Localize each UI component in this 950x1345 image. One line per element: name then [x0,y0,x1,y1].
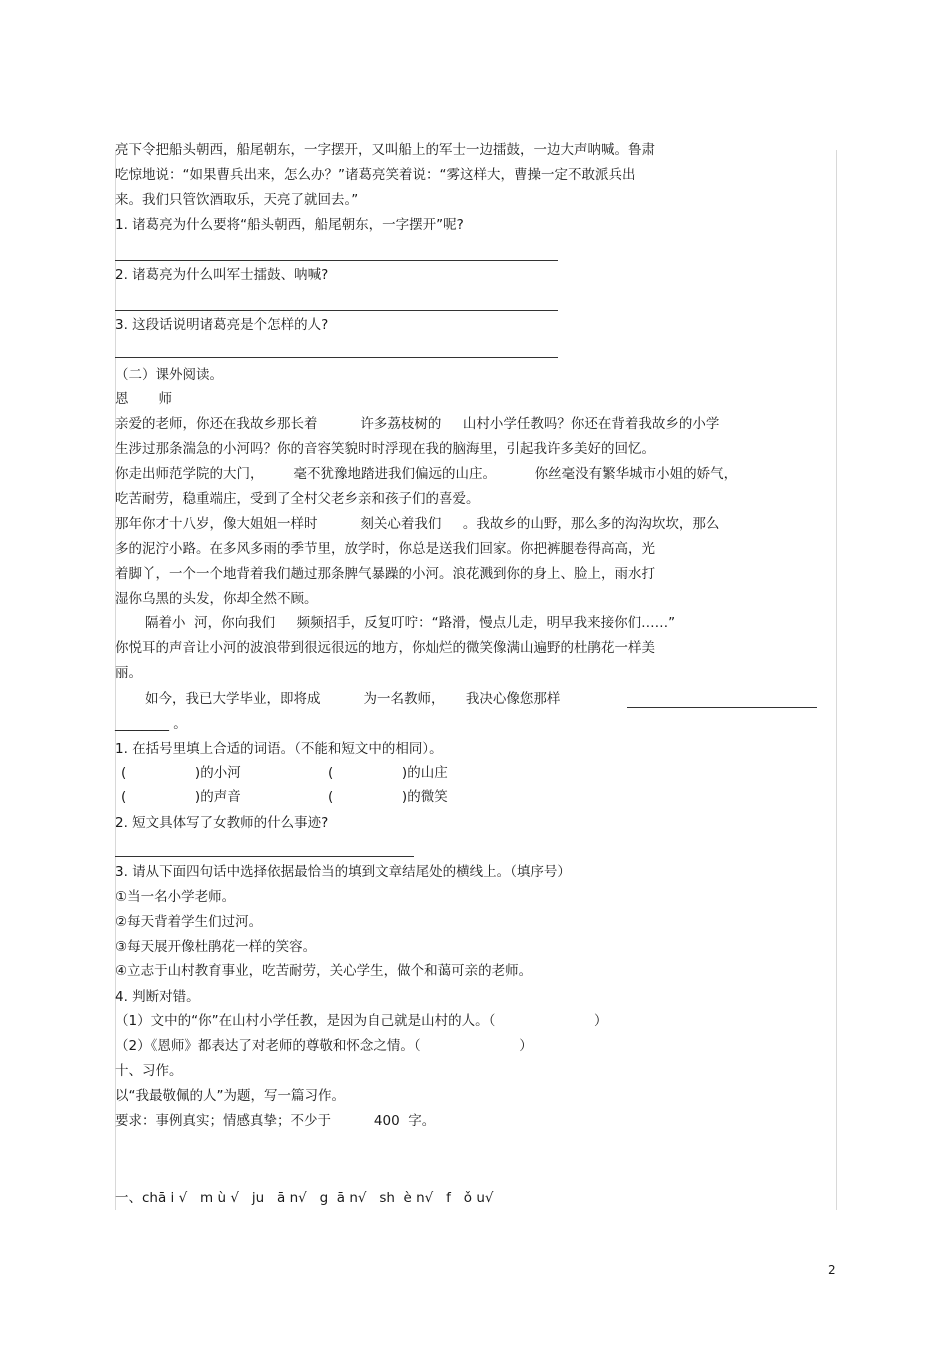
answer-line-1[interactable] [115,260,558,261]
fill-blank-line[interactable] [627,707,817,708]
story-line: 多的泥泞小路。在多风多雨的季节里，放学时，你总是送我们回家。你把裤腿卷得高高，光 [115,541,655,557]
story-title: 恩 师 [115,391,173,407]
question-3: 3. 请从下面四句话中选择依据最恰当的填到文章结尾处的横线上。（填序号） [115,864,571,880]
story-line: 生涉过那条湍急的小河吗？你的音容笑貌时时浮现在我的脑海里，引起我许多美好的回忆。 [115,441,655,457]
option: ④立志于山村教育事业，吃苦耐劳，关心学生，做个和蔼可亲的老师。 [115,963,533,979]
answer-line-3[interactable] [115,357,558,358]
question-1: 1. 诸葛亮为什么要将“船头朝西，船尾朝东，一字摆开”呢? [115,217,464,233]
story-line: 湿你乌黑的头发，你却全然不顾。 [115,591,318,607]
story-line: 如今，我已大学毕业，即将成 为一名教师， 我决心像您那样 [115,691,561,707]
passage-line: 吃惊地说：“如果曹兵出来，怎么办？”诸葛亮笑着说：“雾这样大，曹操一定不敢派兵出 [115,167,636,183]
story-line: ________ 。 [115,716,187,732]
story-line: 亲爱的老师，你还在我故乡那长着 许多荔枝树的 山村小学任教吗？你还在背着我故乡的小学 [115,416,720,432]
story-line: 吃苦耐劳，稳重端庄，受到了全村父老乡亲和孩子们的喜爱。 [115,491,480,507]
passage-line: 亮下令把船头朝西，船尾朝东，一字摆开，又叫船上的军士一边擂鼓，一边大声呐喊。鲁肃 [115,142,655,158]
answer-key-line: 一、chā i √ m ù √ ju ā n√ g ā n√ sh è n√ f ǒ u√ [115,1190,494,1206]
fill-item[interactable]: ( )的微笑 [328,789,448,805]
answer-line[interactable] [115,856,414,857]
section-heading: （二）课外阅读。 [115,367,223,383]
question-1: 1. 在括号里填上合适的词语。（不能和短文中的相同）。 [115,741,443,757]
passage-line: 来。我们只管饮酒取乐，天亮了就回去。” [115,192,359,208]
question-2: 2. 短文具体写了女教师的什么事迹? [115,815,329,831]
fill-item[interactable]: ( )的山庄 [328,765,448,781]
story-line: 你悦耳的声音让小河的波浪带到很远很远的地方，你灿烂的微笑像满山遍野的杜鹃花一样美 [115,640,655,656]
answer-line-2[interactable] [115,310,558,311]
option: ②每天背着学生们过河。 [115,914,263,930]
page-number: 2 [828,1263,836,1277]
story-line: 那年你才十八岁，像大姐姐一样时 刻关心着我们 。我故乡的山野，那么多的沟沟坎坎，那么 [115,516,720,532]
question-4: 4. 判断对错。 [115,989,200,1005]
judge-item[interactable]: （2）《恩师》都表达了对老师的尊敬和怀念之情。（ ） [115,1038,533,1054]
frame-right-line [836,150,837,1210]
question-3: 3. 这段话说明诸葛亮是个怎样的人? [115,317,329,333]
composition-prompt: 以“我最敬佩的人”为题，写一篇习作。 [115,1088,345,1104]
story-line: 丽。 [115,665,142,681]
fill-item[interactable]: ( )的小河 [121,765,241,781]
judge-item[interactable]: （1）文中的“你”在山村小学任教，是因为自己就是山村的人。（ ） [115,1013,608,1029]
story-line: 着脚丫，一个一个地背着我们趟过那条脾气暴躁的小河。浪花溅到你的身上、脸上，雨水打 [115,566,655,582]
composition-heading: 十、习作。 [115,1063,183,1079]
story-line: 隔着小 河，你向我们 频频招手，反复叮咛：“路滑，慢点儿走，明早我来接你们……” [115,615,676,631]
option: ①当一名小学老师。 [115,889,236,905]
fill-item[interactable]: ( )的声音 [121,789,241,805]
story-line: 你走出师范学院的大门， 毫不犹豫地踏进我们偏远的山庄。 你丝毫没有繁华城市小姐的娇气， [115,466,738,482]
composition-requirements: 要求：事例真实；情感真挚；不少于 400 字。 [115,1113,436,1129]
option: ③每天展开像杜鹃花一样的笑容。 [115,939,317,955]
question-2: 2. 诸葛亮为什么叫军士擂鼓、呐喊? [115,267,329,283]
